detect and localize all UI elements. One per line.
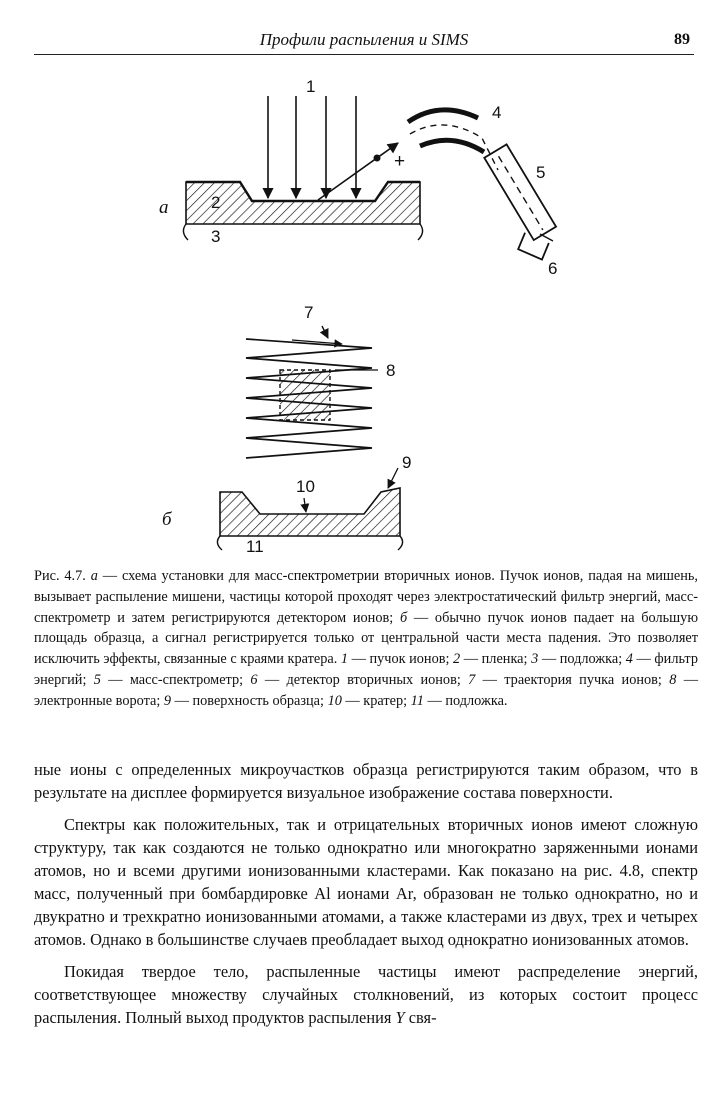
legend-text: — пленка; — [460, 651, 532, 668]
caption-part-a: а — [90, 568, 98, 584]
legend-text: — подложка. — [423, 692, 508, 709]
legend-num: 6 — [250, 671, 258, 688]
legend-num: 5 — [93, 671, 101, 688]
body-text — [34, 758, 698, 1029]
label-2: 2 — [211, 193, 221, 212]
part-a-label: а — [159, 197, 169, 218]
label-9: 9 — [402, 453, 412, 472]
paragraph-3 — [34, 960, 698, 1029]
ion-detector — [517, 231, 550, 261]
figure-drawing — [0, 60, 728, 560]
paragraph-2: Спектры как положительных, так и отрицательных вторичных ионов имеют сложную структуру, так как создаются не только однократно или многократно заряженными ионами атомов, но и всеми другими ионизованными кластерами. Как показано на рис. 4.8, спектр масс, полученный при бомбардировке Al ионами Ar, образован не только однократно, но и двукратно и трехкратно ионизованными атомами, а также кластерами из двух, трех и четырех атомов. Однако в большинстве случаев преобладает выход однократно ионизованных атомов. — [34, 815, 698, 949]
legend-text: — электронные ворота; — [34, 671, 698, 709]
label-7: 7 — [304, 303, 314, 322]
paragraph-1: ные ионы с определенных микроучастков образца регистрируются таким образом, что в результате на дисплее формируется визуальное изображение состава поверхности. — [34, 760, 698, 802]
legend-num: 9 — [163, 692, 172, 709]
label-8: 8 — [386, 361, 396, 380]
caption-text-2: — обычно пучок ионов падает на большую площадь образца, а сигнал регистрируется только от центральной части места падения. Это позволяет исключить эффекты, связанные с краями кратера. — [34, 609, 699, 668]
label-1: 1 — [306, 77, 316, 96]
yield-symbol: Y — [395, 1008, 405, 1027]
legend-text: — подложка; — [538, 651, 626, 668]
page-header — [34, 28, 694, 55]
legend-num: 4 — [625, 651, 633, 668]
energy-filter-outer — [408, 110, 478, 122]
legend-num: 10 — [327, 692, 342, 709]
legend-num: 3 — [531, 651, 539, 668]
legend-num: 2 — [453, 651, 461, 668]
label-6: 6 — [548, 259, 558, 278]
caption-part-b: б — [399, 609, 408, 626]
part-b-label: б — [162, 509, 172, 530]
label-5: 5 — [536, 163, 546, 182]
figure-4-7 — [0, 60, 728, 560]
legend-text: — поверхность образца; — [171, 692, 328, 709]
legend-num: 8 — [669, 671, 677, 688]
caption-text-1: — схема установки для масс-спектрометрии вторичных ионов. Пучок ионов, падая на мишень, вызывает распыление мишени, частицы которой проходят через электростатический фильтр энергий, масс-спектрометр и затем регистрируются детектором ионов; — [34, 568, 698, 626]
label-3: 3 — [211, 227, 221, 246]
caption-lead: Рис. 4.7. — [34, 568, 91, 584]
paragraph-3-start: Покидая твердое тело, распыленные частицы имеют распределение энергий, соответствующее множеству случайных столкновений, из которых состоит процесс распыления. Полный выход продуктов распыления — [34, 962, 698, 1027]
legend-text: — пучок ионов; — [348, 651, 454, 668]
plus-sign: + — [394, 151, 406, 172]
mass-spectrometer — [484, 144, 556, 240]
legend-text: — траектория пучка ионов; — [475, 671, 670, 688]
legend-num: 7 — [468, 671, 476, 688]
legend-text: — кратер; — [341, 692, 411, 709]
legend-num: 1 — [340, 651, 349, 668]
legend-text: — фильтр энергий; — [34, 651, 699, 688]
legend-num: 11 — [410, 692, 424, 709]
label-11: 11 — [246, 537, 264, 556]
page-number: 89 — [674, 31, 690, 48]
paragraph-3-end: свя- — [404, 1008, 437, 1027]
legend-text: — детектор вторичных ионов; — [257, 671, 469, 688]
energy-filter-inner — [420, 140, 484, 152]
running-title: Профили распыления и SIMS — [259, 30, 469, 49]
label-4: 4 — [492, 103, 502, 122]
legend-text: — масс-спектрометр; — [100, 671, 251, 688]
electronic-gate — [280, 370, 330, 420]
secondary-ion — [374, 155, 381, 162]
label-10: 10 — [296, 477, 315, 496]
figure-caption — [34, 566, 698, 712]
